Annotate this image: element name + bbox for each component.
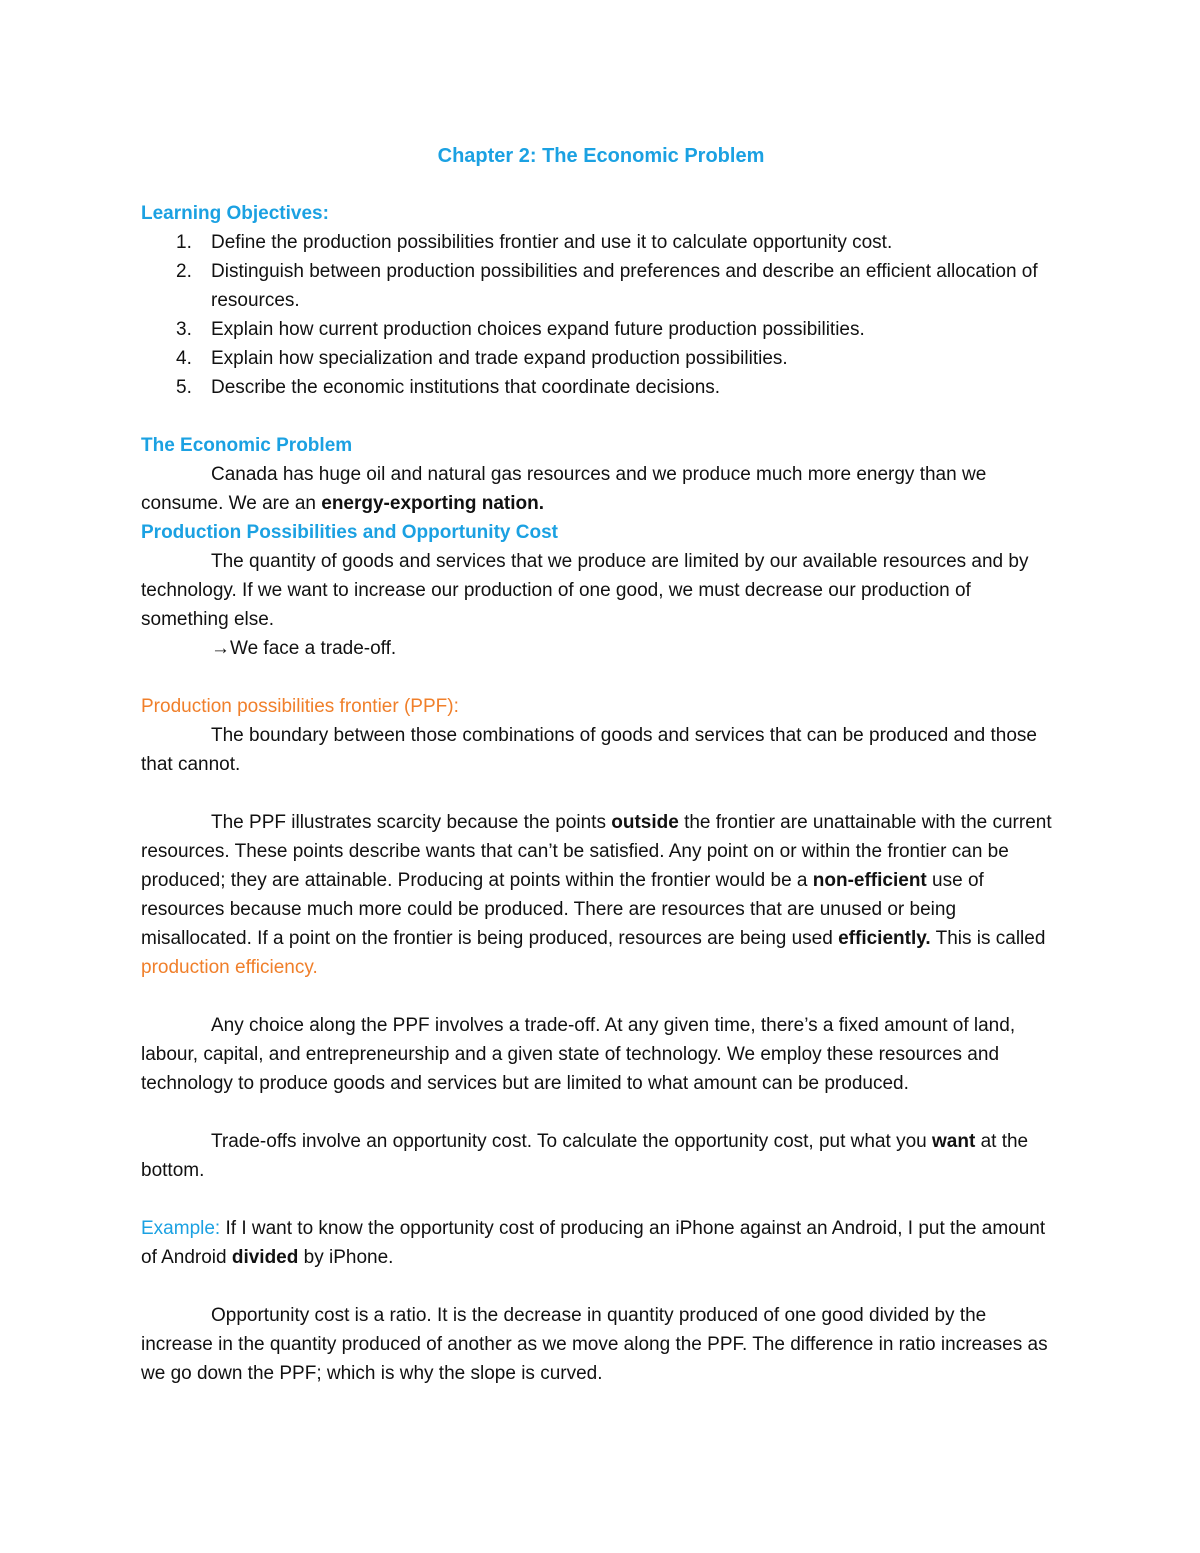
tradeoff-paragraph: Any choice along the PPF involves a trade-off. At any given time, there’s a fixed amount of land, labour, capital, and entrepreneurship and a given state of technology. We employ these resources and technology to produce goods and services but are limited to what amount can be produced. [141, 1015, 1016, 1094]
production-possibilities-heading: Production Possibilities and Opportunity Cost [141, 522, 558, 543]
spacer [141, 779, 1061, 808]
text-run: The PPF illustrates scarcity because the points [211, 812, 612, 833]
text-run: at the bottom. [141, 1131, 1029, 1181]
objective-item [141, 373, 1061, 402]
objective-text: Describe the economic institutions that coordinate decisions. [211, 377, 721, 398]
ppf-heading: Production possibilities frontier (PPF): [141, 696, 459, 717]
objective-item [141, 257, 1061, 315]
production-possibilities-paragraph: The quantity of goods and services that we produce are limited by our available resources and by technology. If we want to increase our production of one good, we must decrease our production of something else. [141, 551, 1029, 630]
spacer [141, 1098, 1061, 1127]
bold-term: efficiently. [838, 928, 931, 949]
objective-number: 3. [176, 319, 192, 340]
economic-problem-heading: The Economic Problem [141, 435, 353, 456]
objective-number: 1. [176, 232, 192, 253]
example-label: Example: [141, 1218, 221, 1239]
ratio-paragraph: Opportunity cost is a ratio. It is the decrease in quantity produced of one good divided by the increase in the quantity produced of another as we move along the PPF. The difference in ratio increases as we go down the PPF; which is why the slope is curved. [141, 1305, 1048, 1384]
objective-number: 4. [176, 348, 192, 369]
scarcity-paragraph [141, 808, 1061, 982]
spacer [141, 663, 1061, 692]
spacer [141, 402, 1061, 431]
text-run: If I want to know the opportunity cost of producing an iPhone against an Android, I put the amount of Android [141, 1218, 1046, 1268]
objective-text: Explain how specialization and trade expand production possibilities. [211, 348, 788, 369]
objective-item [141, 315, 1061, 344]
bold-term: energy-exporting nation. [321, 493, 544, 514]
text-run: by iPhone. [298, 1247, 394, 1268]
economic-problem-paragraph [141, 460, 1061, 518]
objective-number: 2. [176, 261, 192, 282]
ppf-definition: The boundary between those combinations of goods and services that can be produced and those that cannot. [141, 725, 1037, 775]
objective-text: Distinguish between production possibilities and preferences and describe an efficient allocation of resources. [211, 261, 1038, 311]
spacer [141, 982, 1061, 1011]
spacer [141, 1272, 1061, 1301]
chapter-title: Chapter 2: The Economic Problem [437, 145, 765, 167]
bold-term: non-efficient [812, 870, 927, 891]
spacer [141, 1185, 1061, 1214]
learning-objectives-list [141, 228, 1061, 402]
bold-term: outside [611, 812, 679, 833]
opportunity-cost-paragraph [141, 1127, 1061, 1185]
objective-number: 5. [176, 377, 192, 398]
example-paragraph [141, 1214, 1061, 1272]
text-run: This is called [930, 928, 1046, 949]
objective-item [141, 228, 1061, 257]
objective-text: Define the production possibilities frontier and use it to calculate opportunity cost. [211, 232, 893, 253]
text-run: Canada has huge oil and natural gas resources and we produce much more energy than we consume. We are an [141, 464, 987, 514]
objective-text: Explain how current production choices expand future production possibilities. [211, 319, 865, 340]
objective-item [141, 344, 1061, 373]
text-run: the frontier are unattainable with the current resources. These points describe wants that can’t be satisfied. Any point on or within the frontier can be produced; they are attainable. Producing at points within the frontier would be a [141, 812, 1052, 891]
highlighted-term: production efficiency. [141, 957, 318, 978]
learning-objectives-heading: Learning Objectives: [141, 203, 329, 224]
text-run: use of resources because much more could be produced. There are resources that are unused or being misallocated. If a point on the frontier is being produced, resources are being used [141, 870, 984, 949]
document-page [141, 141, 1061, 1388]
bold-term: want [932, 1131, 976, 1152]
bold-term: divided [231, 1247, 299, 1268]
text-run: Trade-offs involve an opportunity cost. To calculate the opportunity cost, put what you [211, 1131, 933, 1152]
tradeoff-arrow-line: →We face a trade-off. [211, 638, 397, 659]
